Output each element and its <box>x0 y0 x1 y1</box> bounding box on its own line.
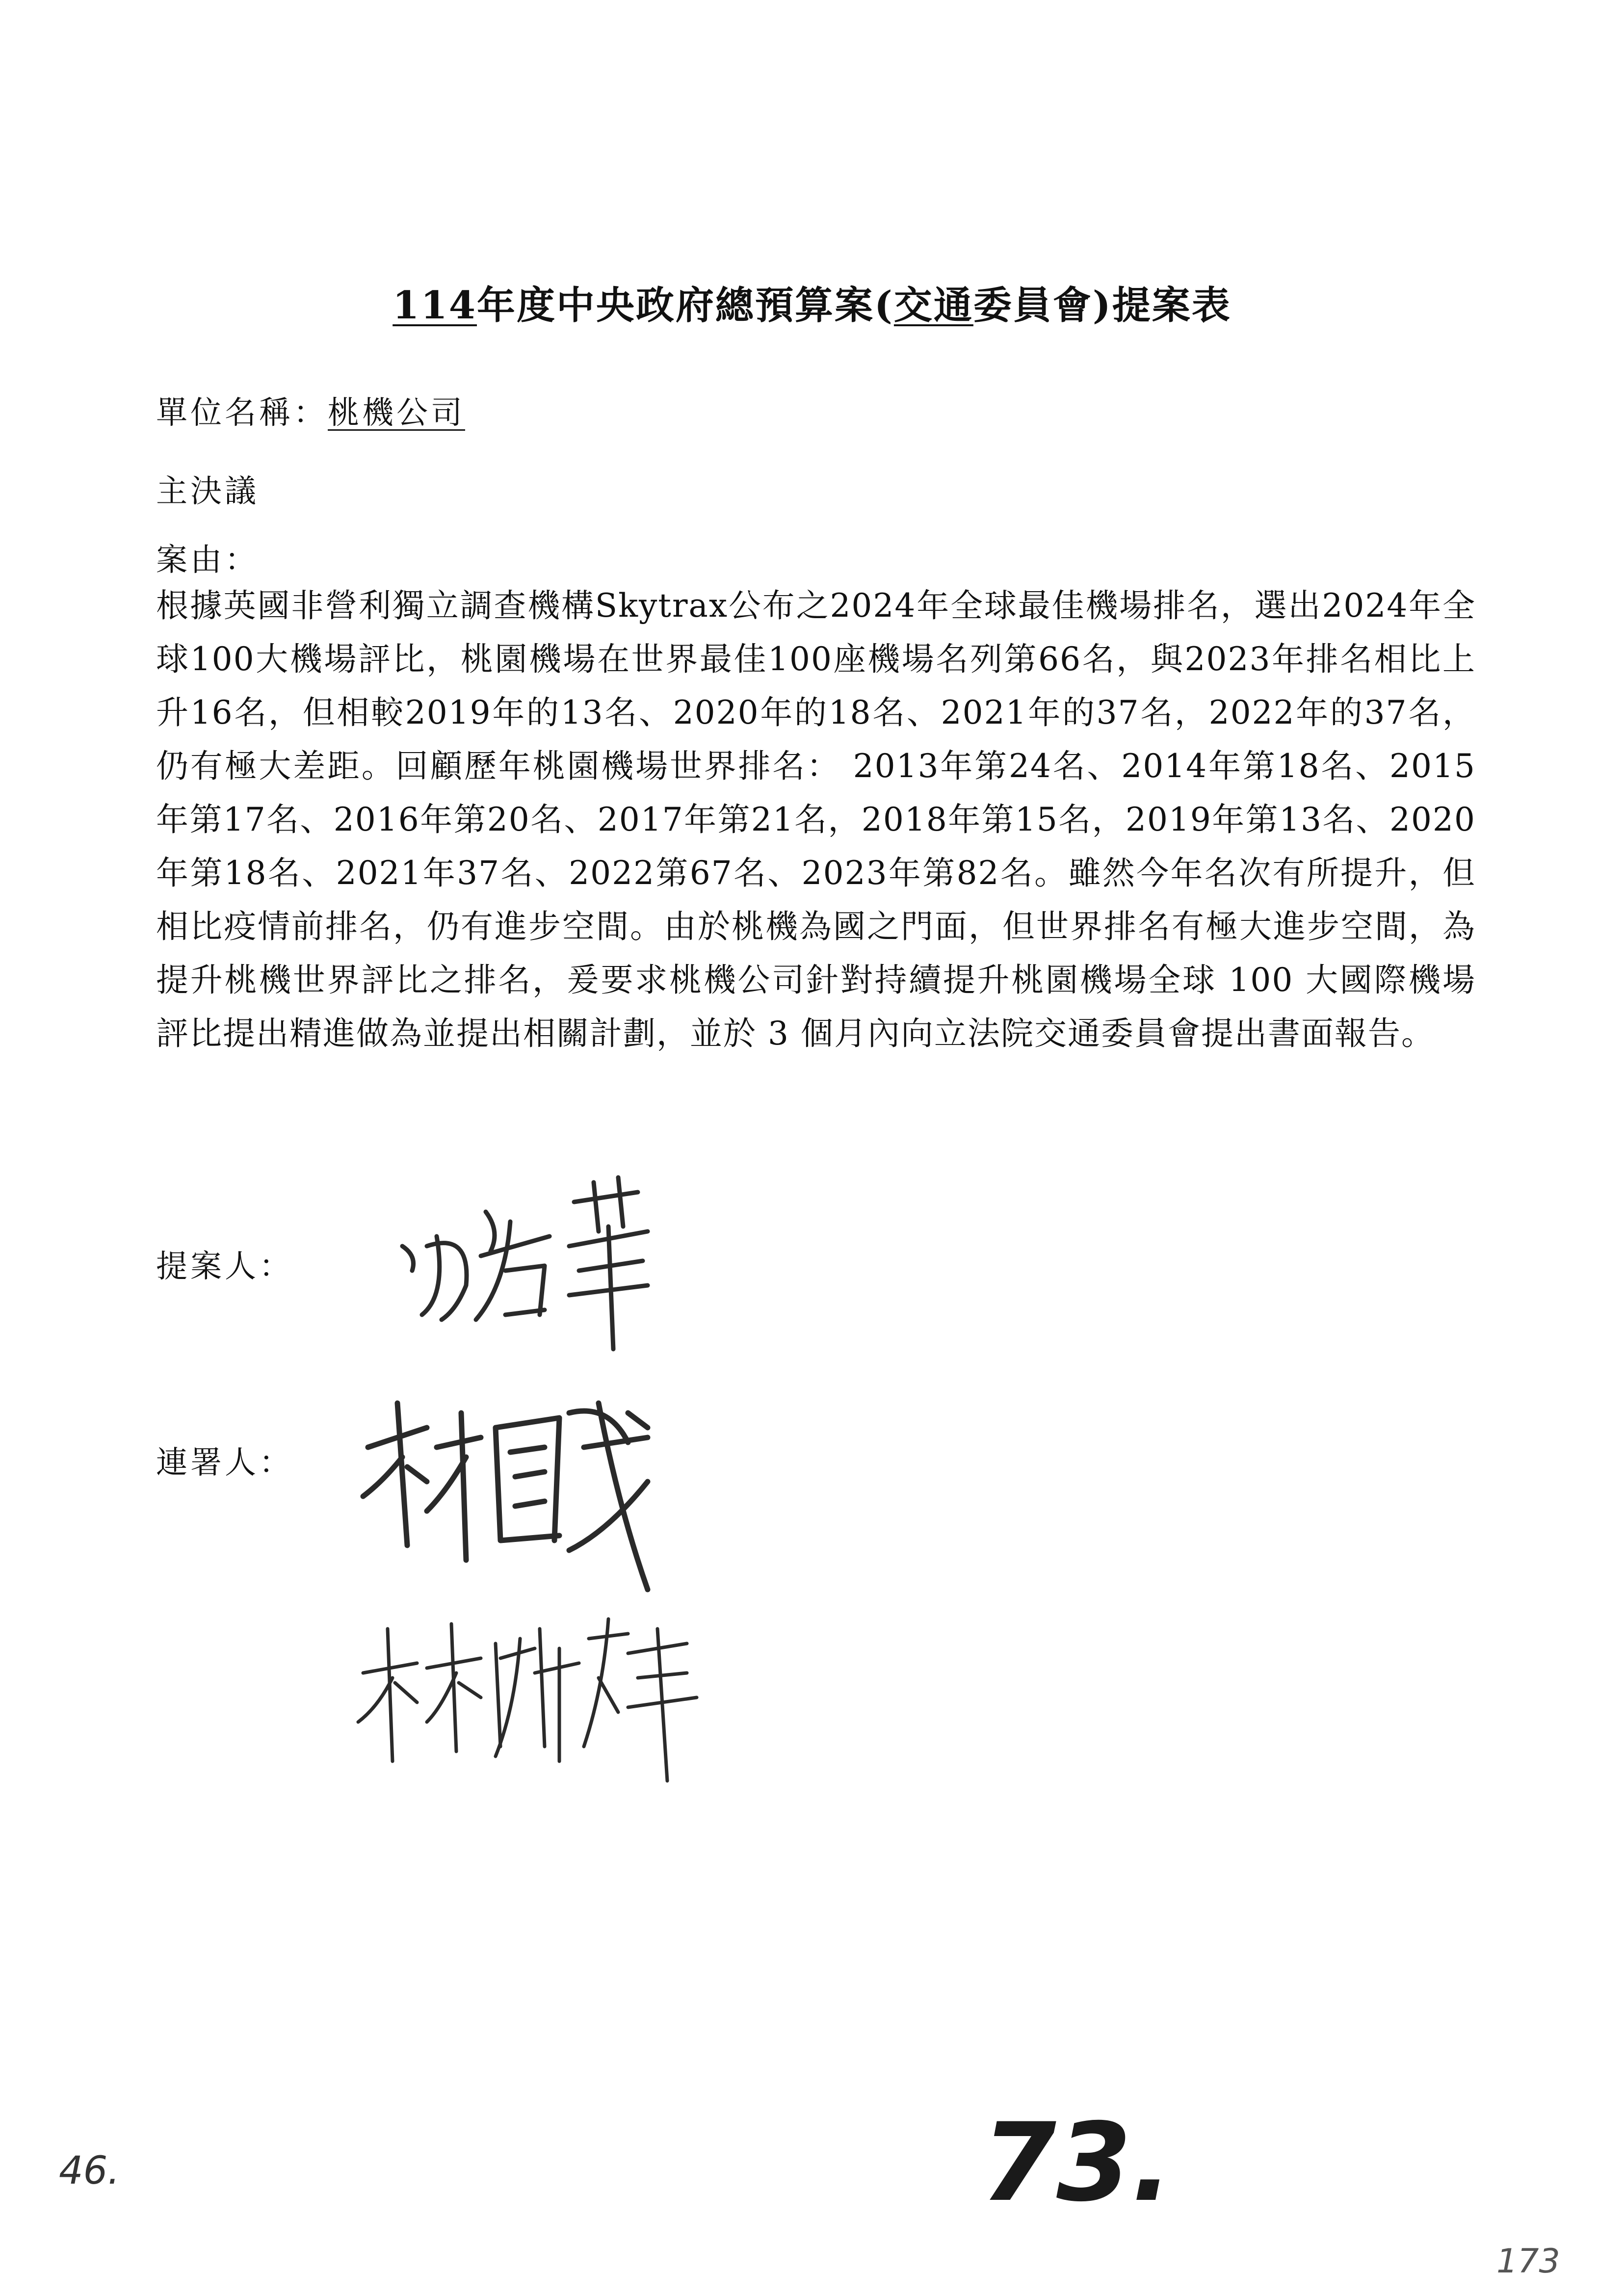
title-part2: 委員會)提案表 <box>973 283 1231 328</box>
handwritten-corner-number: 173 <box>1496 2242 1560 2281</box>
title-year: 114 <box>393 283 477 328</box>
unit-label: 單位名稱： <box>156 395 328 431</box>
handwritten-left-number: 46. <box>59 2149 120 2193</box>
title-committee: 交通 <box>893 283 973 328</box>
resolution-type: 主決議 <box>156 473 259 510</box>
proposer-signature <box>383 1173 657 1359</box>
cosigner-label: 連署人： <box>156 1445 293 1481</box>
page-title <box>0 275 1624 330</box>
unit-row <box>156 388 465 433</box>
reason-label: 案由： <box>156 542 259 578</box>
unit-value: 桃機公司 <box>328 395 465 431</box>
cosigner-signature-1 <box>353 1383 667 1609</box>
cosigner-signature-2 <box>353 1599 707 1786</box>
reason-text: 根據英國非營利獨立調查機構Skytrax公布之2024年全球最佳機場排名，選出2024年全球100大機場評比，桃園機場在世界最佳100座機場名列第66名，與2023年排名相比上升16名，但相較2019年的13名、2020年的18名、2021年的37名，2022年的37名，仍有極大差距。回顧歷年桃園機場世界排名： 2013年第24名、2014年第18名、2015年第17名、2016年第20名、2017年第21名，2018年第15名，2019年第13名、2020年第18名、2021年37名、2022第67名、2023年第82名。雖然今年名次有所提升，但相比疫情前排名，仍有進步空間。由於桃機為國之門面，但世界排名有極大進步空間，為提升桃機世界評比之排名，爰要求桃機公司針對持續提升桃園機場全球 100 大國際機場評比提出精進做為並提出相關計劃，並於 3 個月內向立法院交通委員會提出書面報告。 <box>156 587 1476 1052</box>
proposer-label: 提案人： <box>156 1249 293 1285</box>
handwritten-center-number: 73. <box>981 2100 1173 2225</box>
title-part1: 年度中央政府總預算案( <box>477 283 894 328</box>
